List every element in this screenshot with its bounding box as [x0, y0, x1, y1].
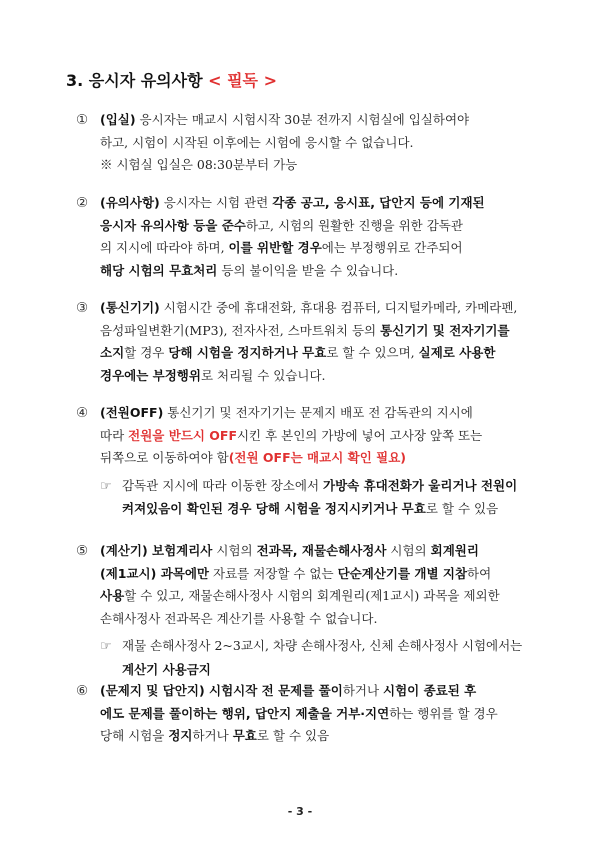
text-line [100, 154, 546, 177]
text-line [100, 365, 546, 388]
body-text: 자료를 저장할 수 없는 [209, 565, 338, 581]
text-line [100, 540, 546, 563]
text-line [100, 297, 546, 320]
emphasis-text: 소지 [100, 345, 125, 360]
emphasis-text: 응시자 유의사항 등을 준수 [100, 217, 246, 233]
body-text: 뒤쪽으로 이동하여야 함 [100, 450, 229, 465]
text-line [100, 425, 546, 448]
rule-item-papers [76, 680, 546, 748]
item-body [100, 297, 546, 387]
body-text: 시험시간 중에 휴대전화, 휴대용 컴퓨터, 디지털카메라, 카메라펜, [159, 300, 518, 315]
required-badge: < 필독 > [208, 71, 277, 90]
body-text: 로 처리될 수 있습니다. [200, 367, 326, 383]
section-title-text: 3. 응시자 유의사항 [66, 71, 203, 90]
text-line [100, 237, 546, 260]
emphasis-text: 켜져있음이 확인된 경우 당해 시험을 정지시키거나 무효 [122, 501, 426, 516]
emphasis-text: 사용 [100, 588, 125, 603]
emphasis-text: 회계원리 [430, 543, 479, 558]
body-text: 감독관 지시에 따라 이동한 장소에서 [122, 477, 323, 493]
section-title [66, 68, 277, 91]
note-line [100, 635, 546, 659]
item-number: ③ [76, 300, 89, 316]
body-text: 음성파일변환기(MP3), 전자사전, 스마트워치 등의 [100, 322, 381, 338]
item-body [100, 402, 546, 521]
body-text: 의 지시에 따라야 하며, [100, 240, 229, 255]
body-text: 하여 [467, 565, 492, 581]
body-text: 로 할 수 있으며, [326, 345, 419, 360]
emphasis-text: (전원OFF) [100, 405, 164, 420]
rule-item-precautions [76, 192, 546, 282]
note-block [100, 635, 546, 681]
emphasis-text: (입실) [100, 112, 136, 127]
emphasis-text: 무효 [232, 728, 257, 743]
emphasis-text: 가방속 휴대전화가 울리거나 전원이 [323, 477, 518, 493]
emphasis-text: 정지 [168, 728, 193, 743]
emphasis-text: (전원 OFF는 매교시 확인 필요) [228, 450, 406, 465]
text-line [100, 703, 546, 726]
item-number: ⑤ [76, 543, 89, 559]
body-text: 통신기기 및 전자기기는 문제지 배포 전 감독관의 지시에 [163, 405, 473, 420]
body-text: 로 할 수 있음 [256, 728, 330, 743]
emphasis-text: 이를 위반할 경우 [228, 240, 322, 255]
body-text: 할 경우 [124, 345, 169, 360]
emphasis-text: 에도 문제를 풀이하는 행위, 답안지 제출을 거부·지연 [100, 705, 390, 721]
emphasis-text: 경우에는 부정행위 [100, 367, 201, 383]
text-line [100, 109, 546, 132]
emphasis-text: 실제로 사용한 [418, 345, 496, 360]
emphasis-text: 전과목, 재물손해사정사 [256, 543, 387, 558]
text-line [100, 215, 546, 238]
rule-item-entry [76, 109, 546, 177]
text-line [100, 342, 546, 365]
body-text: 당해 시험을 [100, 728, 169, 743]
emphasis-text: (문제지 및 답안지) 시험시작 전 문제를 풀이 [100, 683, 343, 698]
rule-item-devices [76, 297, 546, 387]
item-number: ① [76, 112, 89, 128]
text-line [100, 585, 546, 608]
note-line [100, 498, 546, 521]
body-text: 시험의 [386, 543, 431, 558]
item-body [100, 680, 546, 748]
body-text: 시킨 후 본인의 가방에 넣어 고사장 앞쪽 또는 [236, 427, 483, 443]
emphasis-text: 단순계산기를 개별 지참 [337, 565, 468, 581]
pointing-hand-icon: ☞ [100, 639, 112, 654]
note-line [100, 475, 546, 499]
item-body [100, 109, 546, 177]
body-text: 에는 부정행위로 간주되어 [321, 240, 463, 255]
text-line [100, 563, 546, 586]
text-line [100, 402, 546, 425]
text-line [100, 320, 546, 343]
body-text: 하거나 [342, 683, 384, 698]
emphasis-text: 시험이 종료된 후 [383, 683, 477, 698]
emphasis-text: 전원을 반드시 OFF [128, 427, 237, 443]
text-line [100, 447, 546, 470]
emphasis-text: 계산기 사용금지 [122, 661, 211, 677]
body-text: ※ 시험실 입실은 08:30분부터 가능 [100, 157, 298, 172]
body-text: 하고, 시험의 원활한 진행을 위한 감독관 [245, 217, 463, 233]
note-block [100, 475, 546, 521]
pointing-hand-icon: ☞ [100, 478, 112, 494]
body-text: 따라 [100, 427, 129, 443]
item-number: ④ [76, 405, 89, 421]
emphasis-text: 통신기기 및 전자기기를 [380, 322, 510, 338]
item-body [100, 540, 546, 681]
page-number: - 3 - [287, 805, 313, 818]
emphasis-text: 당해 시험을 정지하거나 무효 [168, 345, 327, 360]
rule-item-calculator [76, 540, 546, 681]
text-line [100, 192, 546, 215]
emphasis-text: (제1교시) 과목에만 [100, 565, 210, 581]
body-text: 등의 불이익을 받을 수 있습니다. [217, 262, 399, 278]
rule-item-power-off [76, 402, 546, 521]
body-text: 응시자는 매교시 시험시작 30분 전까지 시험실에 입실하여야 [135, 112, 470, 127]
body-text: 하거나 [192, 728, 233, 743]
text-line [100, 725, 546, 748]
body-text: 하는 행위를 할 경우 [389, 705, 498, 721]
emphasis-text: (계산기) 보험계리사 [100, 543, 213, 558]
text-line [100, 132, 546, 155]
emphasis-text: (유의사항) [100, 195, 160, 210]
emphasis-text: 해당 시험의 무효처리 [100, 262, 218, 278]
body-text: 손해사정사 전과목은 계산기를 사용할 수 없습니다. [100, 610, 378, 626]
emphasis-text: (통신기기) [100, 300, 160, 315]
text-line [100, 608, 546, 631]
item-number: ⑥ [76, 683, 89, 699]
emphasis-text: 각종 공고, 응시표, 답안지 등에 기재된 [272, 195, 485, 210]
item-body [100, 192, 546, 282]
note-line [100, 659, 546, 682]
body-text: 할 수 있고, 재물손해사정사 시험의 회계원리(제1교시) 과목을 제외한 [124, 588, 500, 603]
body-text: 로 할 수 있음 [425, 501, 499, 516]
body-text: 시험의 [212, 543, 257, 558]
body-text: 재물 손해사정사 2~3교시, 차량 손해사정사, 신체 손해사정사 시험에서는 [122, 638, 523, 653]
body-text: 하고, 시험이 시작된 이후에는 시험에 응시할 수 없습니다. [100, 134, 414, 150]
item-number: ② [76, 195, 89, 211]
text-line [100, 680, 546, 703]
text-line [100, 260, 546, 283]
body-text: 응시자는 시험 관련 [159, 195, 273, 210]
